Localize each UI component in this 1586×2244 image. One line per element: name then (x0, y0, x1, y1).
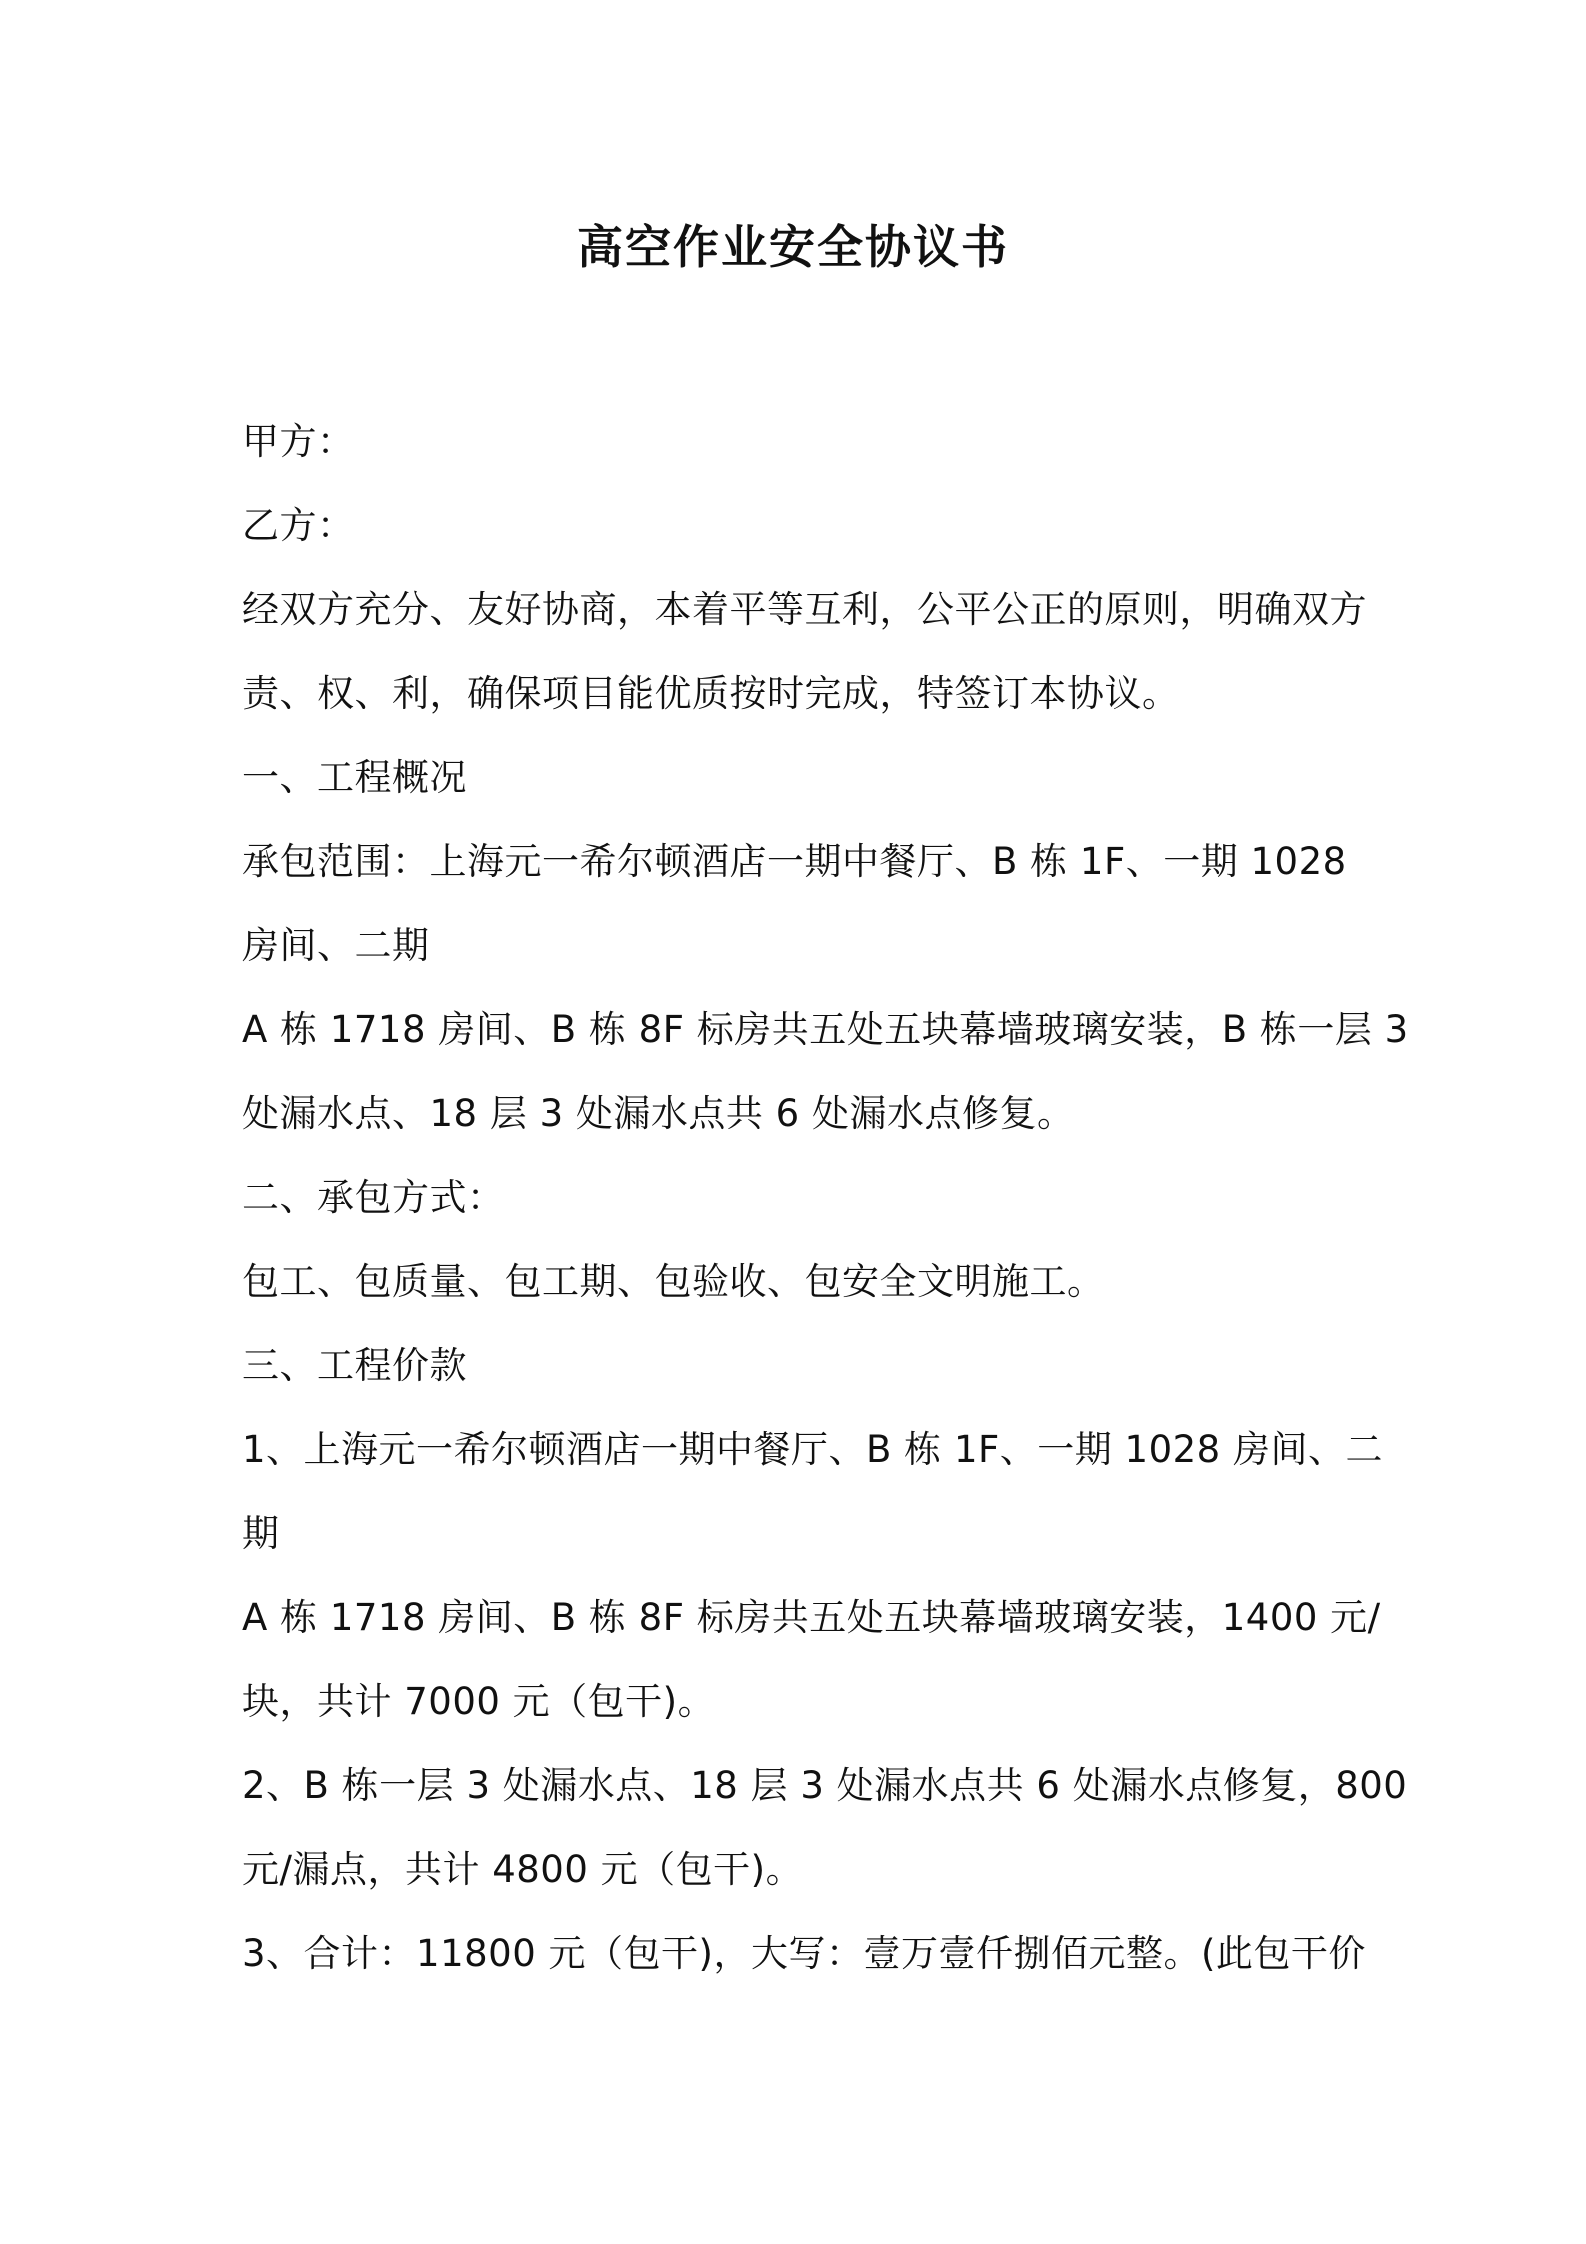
paragraph-line: 房间、二期 (242, 924, 430, 967)
section-heading: 二、承包方式： (242, 1176, 505, 1219)
paragraph-line: 块，共计 7000 元（包干)。 (242, 1680, 716, 1723)
section-heading: 三、工程价款 (242, 1344, 467, 1387)
paragraph-line: 期 (242, 1512, 280, 1555)
paragraph-line: A 栋 1718 房间、B 栋 8F 标房共五处五块幕墙玻璃安装，B 栋一层 3 (242, 1008, 1409, 1051)
preamble-line: 经双方充分、友好协商，本着平等互利，公平公正的原则，明确双方 (242, 588, 1367, 631)
party-b-line: 乙方： (242, 504, 355, 547)
paragraph-line: 处漏水点、18 层 3 处漏水点共 6 处漏水点修复。 (242, 1092, 1075, 1135)
document-title: 高空作业安全协议书 (577, 220, 1009, 274)
paragraph-line: 承包范围：上海元一希尔顿酒店一期中餐厅、B 栋 1F、一期 1028 (242, 840, 1347, 883)
paragraph-line: 3、合计：11800 元（包干)，大写：壹万壹仟捌佰元整。(此包干价 (242, 1932, 1366, 1975)
paragraph-line: 包工、包质量、包工期、包验收、包安全文明施工。 (242, 1260, 1105, 1303)
section-heading: 一、工程概况 (242, 756, 467, 799)
preamble-line: 责、权、利，确保项目能优质按时完成，特签订本协议。 (242, 672, 1180, 715)
paragraph-line: 1、上海元一希尔顿酒店一期中餐厅、B 栋 1F、一期 1028 房间、二 (242, 1428, 1383, 1471)
paragraph-line: 元/漏点，共计 4800 元（包干)。 (242, 1848, 804, 1891)
paragraph-line: 2、B 栋一层 3 处漏水点、18 层 3 处漏水点共 6 处漏水点修复，800 (242, 1764, 1408, 1807)
party-a-line: 甲方： (242, 420, 355, 463)
document-body (242, 400, 1409, 1996)
paragraph-line: A 栋 1718 房间、B 栋 8F 标房共五处五块幕墙玻璃安装，1400 元/ (242, 1596, 1381, 1639)
